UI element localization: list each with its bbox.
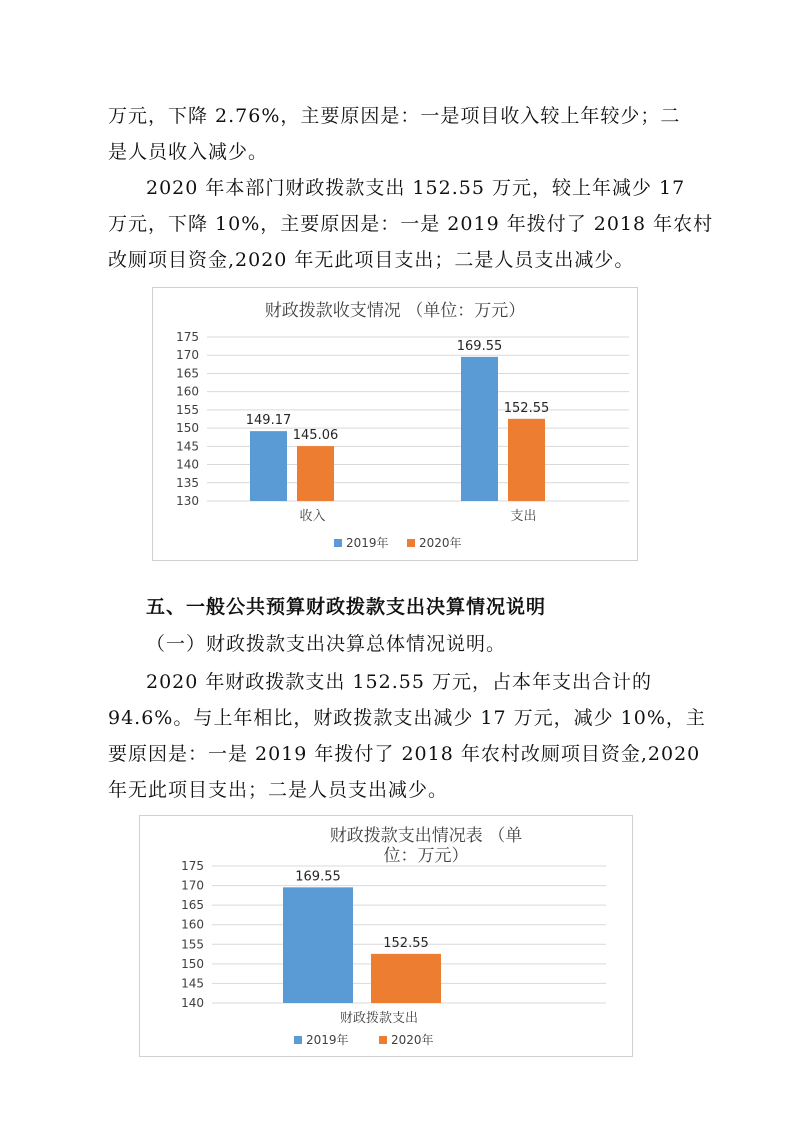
bar-2020年-收入 — [297, 446, 334, 501]
text-line: 万元，下降 2.76%，主要原因是：一是项目收入较上年较少；二 — [108, 105, 681, 127]
x-category-label: 财政拨款支出 — [339, 1011, 419, 1026]
x-category-label: 支出 — [510, 509, 537, 524]
legend-label: 2019年 — [346, 536, 389, 550]
y-tick-label: 145 — [181, 976, 204, 991]
y-tick-label: 135 — [176, 475, 199, 490]
legend-swatch-2020年 — [379, 1036, 387, 1044]
bar-2019年-支出 — [461, 357, 498, 501]
y-tick-label: 140 — [176, 457, 199, 472]
legend-label: 2020年 — [391, 1033, 434, 1047]
chart-title-line-1: 财政拨款支出情况表 （单 — [329, 826, 523, 846]
x-category-label: 收入 — [299, 509, 326, 524]
y-tick-label: 170 — [181, 878, 204, 893]
data-label: 145.06 — [292, 428, 339, 444]
legend-swatch-2019年 — [334, 539, 342, 547]
y-tick-label: 150 — [181, 956, 204, 971]
section-heading: 五、一般公共预算财政拨款支出决算情况说明 — [146, 596, 547, 618]
data-label: 169.55 — [456, 338, 503, 354]
paragraph-3 — [108, 664, 706, 808]
data-label: 152.55 — [503, 400, 550, 416]
data-label: 152.55 — [383, 935, 429, 951]
text-line: 改厕项目资金,2020 年无此项目支出；二是人员支出减少。 — [108, 249, 635, 271]
y-tick-label: 160 — [181, 917, 204, 932]
y-tick-label: 155 — [176, 402, 199, 417]
chart-income-expense-svg — [153, 288, 637, 560]
chart-income-expense — [152, 287, 638, 561]
data-label: 149.17 — [245, 413, 292, 429]
y-tick-label: 145 — [176, 439, 199, 454]
y-tick-label: 155 — [181, 937, 204, 952]
legend-label: 2019年 — [306, 1033, 349, 1047]
text-line: 年无此项目支出；二是人员支出减少。 — [108, 779, 449, 801]
y-tick-label: 140 — [181, 996, 204, 1010]
legend-label: 2020年 — [419, 536, 462, 550]
text-line: 是人员收入减少。 — [108, 141, 269, 163]
y-tick-label: 150 — [176, 421, 199, 436]
chart-title: 财政拨款收支情况 （单位：万元） — [264, 301, 526, 321]
paragraph-1 — [108, 98, 698, 170]
data-label: 169.55 — [295, 869, 341, 885]
legend-swatch-2019年 — [294, 1036, 302, 1044]
y-tick-label: 175 — [181, 859, 204, 873]
chart-title-line-2: 位：万元） — [383, 846, 469, 866]
bar-2019年-收入 — [250, 431, 287, 501]
chart-expense — [139, 815, 633, 1057]
chart-expense-svg — [140, 816, 632, 1056]
text-line: 要原因是：一是 2019 年拨付了 2018 年农村改厕项目资金,2020 — [108, 743, 701, 765]
legend-swatch-2020年 — [407, 539, 415, 547]
text-line: 94.6%。与上年相比，财政拨款支出减少 17 万元，减少 10%，主 — [108, 707, 706, 729]
bar-2019年-财政拨款支出 — [283, 887, 353, 1003]
text-line: 2020 年本部门财政拨款支出 152.55 万元，较上年减少 17 — [146, 177, 686, 199]
y-tick-label: 175 — [176, 330, 199, 344]
y-tick-label: 160 — [176, 384, 199, 399]
y-tick-label: 165 — [181, 898, 204, 913]
bar-2020年-财政拨款支出 — [371, 954, 441, 1003]
y-tick-label: 170 — [176, 348, 199, 363]
y-tick-label: 130 — [176, 494, 199, 508]
text-line: 2020 年财政拨款支出 152.55 万元，占本年支出合计的 — [146, 671, 652, 693]
subsection-heading: （一）财政拨款支出决算总体情况说明。 — [146, 633, 507, 655]
y-tick-label: 165 — [176, 366, 199, 381]
paragraph-2 — [108, 170, 714, 278]
text-line: 万元，下降 10%，主要原因是：一是 2019 年拨付了 2018 年农村 — [108, 213, 714, 235]
bar-2020年-支出 — [508, 419, 545, 501]
